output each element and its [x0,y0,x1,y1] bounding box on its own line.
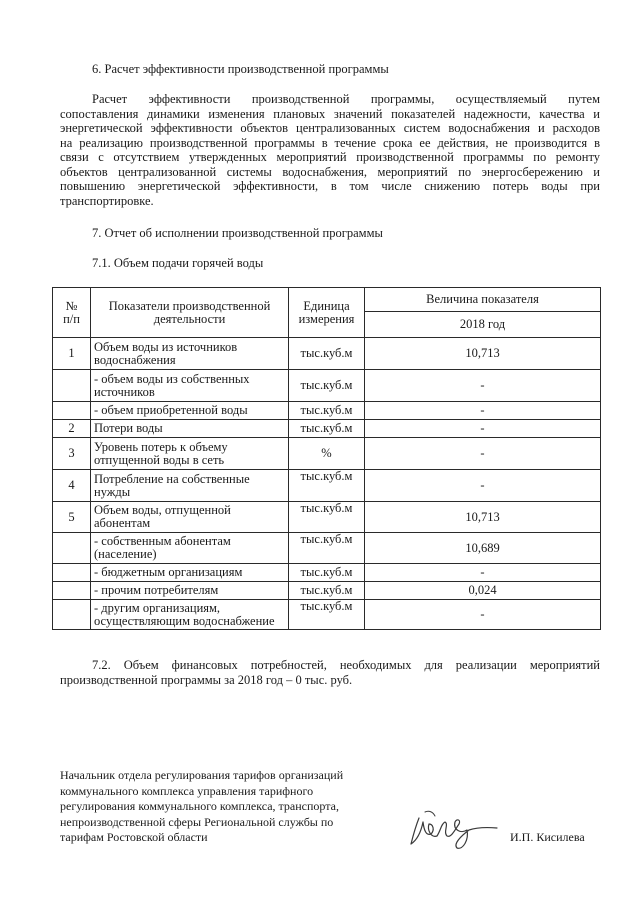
position-line: регулирования коммунального комплекса, транспорта, [60,799,339,813]
cell-num: 3 [53,438,91,470]
paragraph-line: объектов централизованной системы водоснабжения, мероприятий по энергосбережению и [60,164,600,179]
cell-value: - [365,420,601,438]
cell-unit: тыс.куб.м [289,600,365,630]
section-6-title: 6. Расчет эффективности производственной программы [92,62,389,76]
hot-water-supply-table [52,287,601,630]
section-7-2-paragraph [60,658,600,687]
paragraph-line: повышению энергетической эффективности, в том числе снижению потерь воды при [60,179,600,193]
cell-unit: тыс.куб.м [289,502,365,533]
cell-value: - [365,438,601,470]
table-row [53,370,601,402]
table-row [53,402,601,420]
cell-num [53,564,91,582]
cell-indicator: Потери воды [91,420,289,438]
cell-value: - [365,600,601,630]
section-7-title: 7. Отчет об исполнении производственной программы [92,226,383,240]
header-year: 2018 год [365,312,601,338]
paragraph-line: производственной программы за 2018 год – 0 тыс. руб. [60,672,353,687]
signatory-name: И.П. Кисилева [510,830,585,844]
signatory-position [60,768,390,846]
cell-indicator: - собственным абонентам (население) [91,533,289,564]
cell-indicator: Объем воды, отпущенной абонентам [91,502,289,533]
cell-value: - [365,470,601,502]
handwritten-signature [405,800,500,855]
cell-num [53,582,91,600]
table-row [53,438,601,470]
table-row [53,338,601,370]
position-line: тарифам Ростовской области [60,830,208,844]
cell-indicator: - объем приобретенной воды [91,402,289,420]
cell-unit: тыс.куб.м [289,402,365,420]
cell-num: 5 [53,502,91,533]
position-line: Начальник отдела регулирования тарифов организаций [60,768,344,782]
cell-unit: тыс.куб.м [289,533,365,564]
position-line: коммунального комплекса управления тарифного [60,783,314,798]
cell-value: 10,713 [365,502,601,533]
cell-value: 0,024 [365,582,601,600]
header-value: Величина показателя [365,288,601,312]
paragraph-line: сопоставления динамики изменения плановых значений показателей надежности, качества и [60,106,600,121]
cell-num [53,370,91,402]
cell-num: 4 [53,470,91,502]
cell-unit: тыс.куб.м [289,420,365,438]
paragraph-line: транспортировке. [60,193,154,208]
table-row [53,582,601,600]
table-row [53,470,601,502]
paragraph-line: на реализацию производственной программы в течение срока ее действия, не производится в [60,135,600,150]
cell-indicator: - объем воды из собственных источников [91,370,289,402]
header-indicator: Показатели производственной деятельности [91,288,289,338]
cell-indicator: Потребление на собственные нужды [91,470,289,502]
cell-num [53,600,91,630]
cell-unit: % [289,438,365,470]
table-row [53,420,601,438]
cell-value: - [365,370,601,402]
cell-value: - [365,564,601,582]
cell-value: - [365,402,601,420]
cell-num: 2 [53,420,91,438]
cell-unit: тыс.куб.м [289,564,365,582]
table-row [53,533,601,564]
cell-indicator: Уровень потерь к объему отпущенной воды в сеть [91,438,289,470]
paragraph-line: 7.2. Объем финансовых потребностей, необходимых для реализации мероприятий [92,658,600,672]
cell-indicator: - прочим потребителям [91,582,289,600]
cell-num: 1 [53,338,91,370]
section-6-paragraph [60,92,600,208]
cell-value: 10,689 [365,533,601,564]
header-num: № п/п [53,288,91,338]
cell-indicator: Объем воды из источников водоснабжения [91,338,289,370]
cell-num [53,533,91,564]
cell-unit: тыс.куб.м [289,338,365,370]
cell-unit: тыс.куб.м [289,582,365,600]
paragraph-line: Расчет эффективности производственной программы, осуществляемый путем [92,92,600,106]
table-row [53,502,601,533]
cell-num [53,402,91,420]
cell-indicator: - бюджетным организациям [91,564,289,582]
cell-unit: тыс.куб.м [289,470,365,502]
paragraph-line: энергетической эффективности объектов централизованных систем водоснабжения и расходов [60,121,600,135]
cell-value: 10,713 [365,338,601,370]
cell-unit: тыс.куб.м [289,370,365,402]
section-7-1-subtitle: 7.1. Объем подачи горячей воды [92,256,264,270]
cell-indicator: - другим организациям, осуществляющим водоснабжение [91,600,289,630]
paragraph-line: связи с отсутствием утвержденных мероприятий производственной программы по ремонту [60,150,600,164]
header-unit: Единица измерения [289,288,365,338]
table-row [53,600,601,630]
table-row [53,564,601,582]
position-line: непроизводственной сферы Региональной службы по [60,814,334,829]
